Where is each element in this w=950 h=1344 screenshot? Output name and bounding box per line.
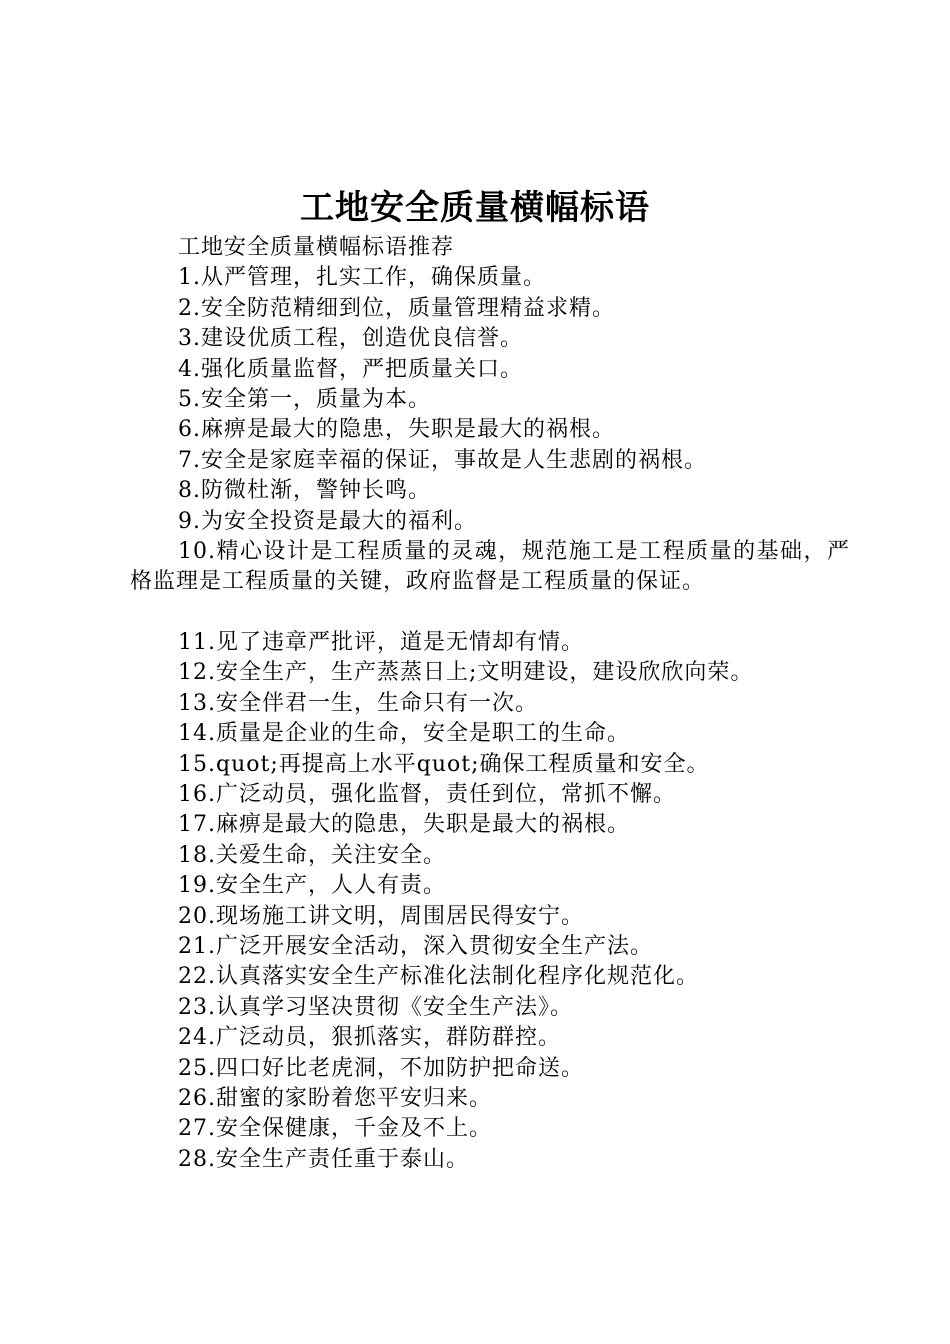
slogan-item: 7.安全是家庭幸福的保证，事故是人生悲剧的祸根。	[178, 447, 707, 473]
slogan-item: 18.关爱生命，关注安全。	[178, 842, 446, 868]
slogan-item: 8.防微杜渐，警钟长鸣。	[178, 478, 431, 504]
slogan-item: 12.安全生产，生产蒸蒸日上;文明建设，建设欣欣向荣。	[178, 660, 754, 686]
slogan-item: 22.认真落实安全生产标准化法制化程序化规范化。	[178, 964, 699, 990]
slogan-item: 9.为安全投资是最大的福利。	[178, 508, 477, 534]
slogan-item: 23.认真学习坚决贯彻《安全生产法》。	[178, 994, 573, 1020]
slogan-item: 11.见了违章严批评，道是无情却有情。	[178, 629, 584, 655]
document-title: 工地安全质量横幅标语	[300, 188, 650, 228]
document-body	[130, 233, 850, 1175]
slogan-item: 20.现场施工讲文明，周围居民得安宁。	[178, 903, 584, 929]
slogan-item: 25.四口好比老虎洞，不加防护把命送。	[178, 1055, 584, 1081]
slogan-item: 15.quot;再提高上水平quot;确保工程质量和安全。	[178, 751, 710, 777]
slogan-item: 27.安全保健康，千金及不上。	[178, 1116, 492, 1142]
slogan-item: 14.质量是企业的生命，安全是职工的生命。	[178, 721, 630, 747]
slogan-item: 2.安全防范精细到位，质量管理精益求精。	[178, 295, 615, 321]
slogan-item: 26.甜蜜的家盼着您平安归来。	[178, 1085, 492, 1111]
slogan-item: 21.广泛开展安全活动，深入贯彻安全生产法。	[178, 933, 653, 959]
slogan-item: 6.麻痹是最大的隐患，失职是最大的祸根。	[178, 417, 615, 443]
slogan-item: 28.安全生产责任重于泰山。	[178, 1146, 469, 1172]
slogan-item: 17.麻痹是最大的隐患，失职是最大的祸根。	[178, 812, 630, 838]
slogan-item: 1.从严管理，扎实工作，确保质量。	[178, 265, 546, 291]
slogan-item: 13.安全伴君一生，生命只有一次。	[178, 690, 538, 716]
slogan-item: 16.广泛动员，强化监督，责任到位，常抓不懈。	[178, 781, 676, 807]
slogan-item: 4.强化质量监督，严把质量关口。	[178, 356, 523, 382]
slogan-item: 3.建设优质工程，创造优良信誉。	[178, 326, 523, 352]
intro-line: 工地安全质量横幅标语推荐	[178, 235, 455, 260]
slogan-item: 24.广泛动员，狠抓落实，群防群控。	[178, 1025, 561, 1051]
slogan-item: 19.安全生产，人人有责。	[178, 873, 446, 899]
slogan-item-long: 10.精心设计是工程质量的灵魂，规范施工是工程质量的基础，严格监理是工程质量的关键，政府监督是工程质量的保证。	[130, 539, 850, 595]
slogan-item: 5.安全第一，质量为本。	[178, 387, 431, 413]
